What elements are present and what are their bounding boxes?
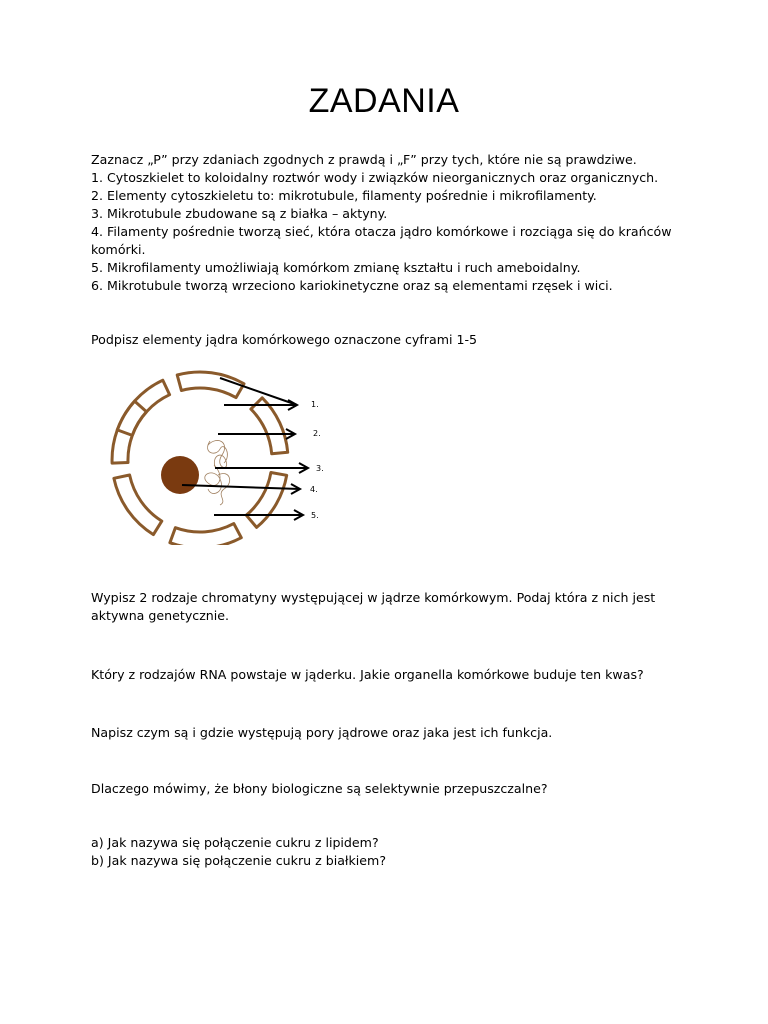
statement-item: 5. Mikrofilamenty umożliwiają komórkom zmianę kształtu i ruch ameboidalny.	[91, 260, 581, 275]
statement-item: 6. Mikrotubule tworzą wrzeciono kariokinetyczne oraz są elementami rzęsek i wici.	[91, 278, 613, 293]
chromatin-scribble	[205, 440, 230, 505]
nucleolus	[161, 456, 199, 494]
diagram-label-3: 3.	[316, 464, 324, 473]
diagram-label-4: 4.	[310, 485, 318, 494]
envelope-segment-6	[114, 475, 162, 535]
task-membranes: Dlaczego mówimy, że błony biologiczne są selektywnie przepuszczalne?	[91, 781, 548, 796]
statement-item: 2. Elementy cytoszkieletu to: mikrotubule, filamenty pośrednie i mikrofilamenty.	[91, 188, 597, 203]
diagram-labels	[310, 400, 324, 520]
label-arrows	[182, 378, 308, 520]
task-nuclear-pores: Napisz czym są i gdzie występują pory jądrowe oraz jaka jest ich funkcja.	[91, 725, 553, 740]
task-sugar-compounds	[91, 834, 691, 870]
diagram-label-5: 5.	[311, 511, 319, 520]
envelope-segment-2	[177, 372, 244, 398]
chromatin-strand-3	[208, 441, 228, 463]
task-true-false	[91, 151, 691, 295]
question-b: b) Jak nazywa się połączenie cukru z białkiem?	[91, 853, 386, 868]
nucleus-diagram	[90, 365, 340, 545]
task-instruction: Zaznacz „P” przy zdaniach zgodnych z prawdą i „F” przy tych, które nie są prawdziwe.	[91, 152, 637, 167]
envelope-segment-5	[170, 524, 241, 545]
chromatin-strand-2	[205, 465, 222, 494]
envelope-segment-4	[246, 473, 286, 528]
statement-item: 4. Filamenty pośrednie tworzą sieć, która otacza jądro komórkowe i rozciąga się do krańców komórki.	[91, 224, 672, 257]
statement-list	[91, 169, 691, 295]
page-title: ZADANIA	[308, 82, 460, 120]
statement-item: 3. Mikrotubule zbudowane są z białka – aktyny.	[91, 206, 388, 221]
envelope-segment-7	[112, 401, 146, 463]
task-label-nucleus: Podpisz elementy jądra komórkowego oznaczone cyframi 1-5	[91, 332, 478, 347]
task-chromatin: Wypisz 2 rodzaje chromatyny występującej w jądrze komórkowym. Podaj która z nich jest aktywna genetycznie.	[91, 590, 656, 623]
diagram-label-2: 2.	[313, 429, 321, 438]
question-a: a) Jak nazywa się połączenie cukru z lipidem?	[91, 835, 379, 850]
nuclear-envelope	[112, 372, 288, 545]
statement-item: 1. Cytoszkielet to koloidalny roztwór wody i związków nieorganicznych oraz organicznych.	[91, 170, 659, 185]
diagram-label-1: 1.	[311, 400, 319, 409]
nucleus-diagram-svg	[90, 365, 340, 545]
task-rna: Który z rodzajów RNA powstaje w jąderku. Jakie organella komórkowe buduje ten kwas?	[91, 667, 644, 682]
chromatin-strand-1	[208, 440, 227, 469]
envelope-segment-3	[251, 398, 288, 454]
